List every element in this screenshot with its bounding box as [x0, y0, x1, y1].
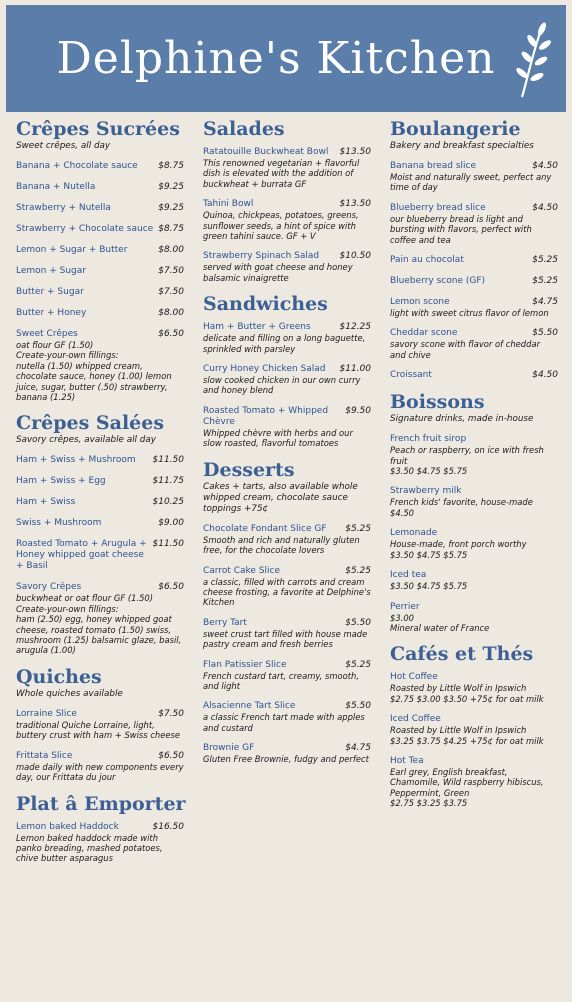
menu-item	[16, 266, 184, 277]
section-title: Salades	[203, 118, 285, 140]
menu-item	[16, 822, 184, 864]
section-title: Desserts	[203, 458, 295, 481]
item-name: Perrier	[390, 601, 420, 612]
item-description: French custard tart, creamy, smooth, and light	[203, 670, 360, 691]
section-title: Plat â Emporter	[16, 792, 186, 815]
item-price: $5.50	[532, 328, 558, 339]
menu-item	[16, 455, 184, 466]
item-name: Butter + Sugar	[16, 287, 84, 297]
menu-item	[16, 308, 184, 319]
item-description: Moist and naturally sweet, perfect any time of day	[390, 172, 552, 193]
item-description: $3.50 $4.75 $5.75	[390, 581, 468, 592]
menu-item-row	[16, 476, 184, 487]
item-price: $9.00	[158, 518, 184, 529]
menu-item-row	[390, 570, 558, 581]
item-price: $5.25	[532, 276, 558, 287]
item-description: sweet crust tart filled with house made pastry cream and fresh berries	[203, 628, 368, 650]
item-price: $10.50	[339, 251, 371, 262]
item-name: Strawberry + Chocolate sauce	[16, 224, 154, 234]
item-price: $9.50	[345, 405, 371, 416]
menu-item	[203, 147, 371, 189]
item-name: Iced Coffee	[390, 714, 441, 725]
menu-item	[203, 566, 371, 608]
menu-item	[390, 756, 558, 809]
menu-item	[390, 297, 558, 318]
item-name: Alsacienne Tart Slice	[203, 701, 296, 712]
menu-item-row	[16, 287, 184, 298]
section-title: Crêpes Salées	[16, 412, 165, 435]
menu-item	[390, 276, 558, 287]
menu-item	[390, 161, 558, 193]
section-title: Sandwiches	[203, 293, 328, 316]
item-description: our blueberry bread is light and bursting with flavors, perfect with coffee and tea	[390, 213, 532, 245]
item-description: served with goat cheese and honey balsamic vinaigrette	[203, 262, 353, 283]
item-name: Strawberry + Nutella	[16, 203, 111, 213]
item-description: House-made, front porch worthy $3.50 $4.75 $5.75	[390, 539, 527, 560]
menu-item	[16, 245, 184, 256]
menu-item-row	[16, 161, 184, 172]
item-description: Peach or raspberry, on ice with fresh fruit $3.50 $4.75 $5.75	[390, 445, 544, 477]
menu-item-row	[16, 455, 184, 466]
item-name: Lemonade	[390, 528, 438, 539]
item-description: slow cooked chicken in our own curry and honey blend	[203, 375, 361, 396]
section-subtitle: Bakery and breakfast specialties	[390, 141, 534, 151]
item-name: Tahini Bowl	[203, 199, 254, 210]
item-description: light with sweet citrus flavor of lemon	[390, 308, 549, 319]
item-name: Ham + Butter + Greens	[203, 322, 311, 333]
item-price: $7.50	[158, 708, 184, 719]
item-name: Ham + Swiss + Egg	[16, 476, 106, 487]
item-price: $6.50	[158, 750, 184, 761]
menu-item	[16, 476, 184, 487]
item-price: $11.50	[152, 455, 184, 466]
menu-item-row	[390, 756, 558, 767]
item-name: Flan Patissier Slice	[203, 659, 287, 670]
menu-section	[390, 391, 558, 633]
item-price: $11.00	[339, 364, 371, 375]
item-name: Savory Crêpes	[16, 582, 82, 593]
item-description: made daily with new components every day, our Frittata du jour	[16, 761, 184, 783]
menu-item-row	[203, 147, 371, 158]
menu-item-row	[390, 297, 558, 308]
menu-item-row	[16, 308, 184, 319]
menu-item-row	[16, 266, 184, 277]
menu-item	[16, 329, 184, 402]
item-name: Lorraine Slice	[16, 708, 77, 719]
item-name: Roasted Tomato + Whipped Chèvre	[203, 405, 329, 427]
menu-item-row	[203, 406, 371, 428]
menu-item	[16, 203, 184, 214]
item-price: $9.25	[158, 203, 184, 213]
menu-item	[203, 743, 371, 764]
item-description: Lemon baked haddock made with panko breading, mashed potatoes, chive butter asparagus	[16, 832, 163, 864]
menu-item	[16, 182, 184, 193]
item-name: Banana + Nutella	[16, 182, 96, 192]
item-name: Ham + Swiss + Mushroom	[16, 455, 136, 466]
menu-item	[390, 570, 558, 591]
menu-item	[16, 224, 184, 235]
item-price: $4.50	[532, 202, 558, 213]
menu-item-row	[203, 566, 371, 577]
menu-item-row	[16, 245, 184, 256]
menu-item-row	[203, 618, 371, 629]
menu-item-row	[390, 255, 558, 266]
item-description: Gluten Free Brownie, fudgy and perfect	[203, 754, 369, 765]
item-name: Curry Honey Chicken Salad	[203, 364, 326, 375]
item-name: Banana bread slice	[390, 161, 477, 171]
item-description: Roasted by Little Wolf in Ipswich $2.75 $3.00 $3.50 +75¢ for oat milk	[390, 683, 544, 704]
section-subtitle: Whole quiches available	[16, 688, 123, 699]
item-name: Croissant	[390, 370, 432, 381]
menu-item	[16, 751, 184, 783]
menu-item-row	[16, 182, 184, 193]
header-banner	[6, 5, 566, 112]
item-price: $9.25	[158, 182, 184, 192]
menu-item-row	[16, 709, 184, 720]
menu-section	[203, 293, 371, 448]
menu-section	[16, 666, 184, 783]
menu-item-row	[390, 370, 558, 381]
menu-item-row	[16, 224, 184, 235]
item-price: $12.25	[339, 322, 371, 333]
menu-column-middle	[203, 118, 371, 775]
item-name: Frittata Slice	[16, 750, 73, 761]
item-name: French fruit sirop	[390, 434, 467, 445]
item-price: $4.50	[532, 161, 558, 171]
item-name: Ratatouille Buckwheat Bowl	[203, 147, 329, 157]
menu-item	[390, 203, 558, 245]
item-price: $6.50	[158, 329, 184, 339]
item-description: French kids' favorite, house-made $4.50	[390, 497, 533, 518]
menu-item	[16, 287, 184, 298]
item-price: $7.50	[158, 266, 184, 276]
menu-item-row	[16, 539, 184, 572]
restaurant-title: Delphine's Kitchen	[56, 33, 496, 84]
item-description: delicate and filling on a long baguette, sprinkled with parsley	[203, 333, 366, 354]
item-name: Strawberry milk	[390, 486, 462, 497]
item-name: Pain au chocolat	[390, 255, 464, 266]
menu-item-row	[390, 672, 558, 683]
menu-item	[390, 528, 558, 560]
item-price: $5.25	[532, 255, 558, 266]
item-price: $5.25	[345, 659, 371, 670]
item-name: Swiss + Mushroom	[16, 518, 102, 529]
menu-item	[16, 539, 184, 572]
menu-column-left	[16, 118, 184, 874]
section-subtitle: Savory crêpes, available all day	[16, 435, 156, 446]
item-price: $11.75	[152, 476, 184, 487]
item-price: $16.50	[152, 821, 184, 832]
menu-item-row	[203, 743, 371, 754]
item-description: Roasted by Little Wolf in Ipswich $3.25 $3.75 $4.25 +75¢ for oat milk	[390, 725, 544, 746]
section-subtitle: Cakes + tarts, also available whole whipped cream, chocolate sauce toppings +75¢	[203, 481, 358, 514]
item-description: $3.00 Mineral water of France	[390, 612, 490, 633]
menu-item-row	[16, 497, 184, 508]
item-name: Ham + Swiss	[16, 497, 76, 508]
menu-item	[16, 518, 184, 529]
item-price: $5.25	[345, 565, 371, 576]
menu-section	[16, 412, 184, 655]
menu-section	[390, 118, 558, 381]
menu-item	[390, 434, 558, 476]
item-price: $8.00	[158, 245, 184, 255]
menu-item-row	[203, 322, 371, 333]
menu-item	[390, 255, 558, 266]
item-description: savory scone with flavor of cheddar and chive	[390, 339, 541, 360]
item-name: Lemon baked Haddock	[16, 821, 119, 832]
section-title: Crêpes Sucrées	[16, 118, 180, 140]
item-name: Hot Coffee	[390, 672, 438, 683]
menu-item	[203, 322, 371, 354]
menu-item-row	[203, 701, 371, 712]
menu-item	[390, 486, 558, 518]
item-price: $5.25	[345, 523, 371, 534]
item-price: $5.50	[345, 701, 371, 712]
item-price: $4.75	[532, 297, 558, 308]
item-description: This renowned vegetarian + flavorful dish is elevated with the addition of buckwheat + burrata GF	[203, 158, 360, 189]
menu-item-row	[390, 328, 558, 339]
menu-item-row	[203, 364, 371, 375]
menu-item	[203, 701, 371, 733]
menu-item	[390, 672, 558, 704]
item-description: Whipped chèvre with herbs and our slow roasted, flavorful tomatoes	[203, 427, 353, 449]
item-price: $5.50	[345, 617, 371, 628]
menu-item	[203, 406, 371, 449]
menu-item-row	[16, 822, 184, 833]
item-name: Strawberry Spinach Salad	[203, 251, 320, 262]
menu-item-row	[16, 518, 184, 529]
section-subtitle: Signature drinks, made in-house	[390, 414, 534, 425]
item-description: buckwheat or oat flour GF (1.50) Create-your-own fillings: ham (2.50) egg, honey whipped goat cheese, roasted tomato (1.50) swiss, mushroom (1.25) balsamic glaze, basil, arugula (1.00)	[16, 593, 182, 656]
item-price: $6.50	[158, 582, 184, 593]
section-title: Boulangerie	[390, 118, 521, 140]
menu-column-right	[390, 118, 558, 819]
menu-section	[390, 643, 558, 808]
item-description: a classic French tart made with apples and custard	[203, 712, 365, 733]
menu-item-row	[390, 276, 558, 287]
menu-item	[203, 660, 371, 692]
item-name: Brownie GF	[203, 743, 255, 754]
item-name: Lemon + Sugar + Butter	[16, 245, 128, 255]
menu-section	[16, 793, 184, 864]
item-price: $10.25	[152, 497, 184, 508]
item-price: $7.50	[158, 287, 184, 297]
menu-item	[390, 602, 558, 634]
menu-item	[390, 328, 558, 360]
item-name: Chocolate Fondant Slice GF	[203, 523, 327, 534]
menu-item	[390, 714, 558, 746]
item-name: Blueberry bread slice	[390, 202, 486, 213]
item-price: $11.50	[152, 539, 184, 550]
item-name: Blueberry scone (GF)	[390, 276, 486, 287]
menu-item	[203, 364, 371, 396]
item-description: a classic, filled with carrots and cream cheese frosting, a favorite at Delphine's Kitchen	[203, 576, 371, 608]
menu-item	[16, 582, 184, 655]
item-price: $13.50	[339, 199, 371, 210]
item-price: $4.50	[532, 370, 558, 381]
item-description: Smooth and rich and naturally gluten free, for the chocolate lovers	[203, 534, 360, 556]
section-subtitle: Sweet crêpes, all day	[16, 141, 111, 151]
menu-item	[203, 199, 371, 241]
menu-item-row	[390, 486, 558, 497]
item-name: Banana + Chocolate sauce	[16, 161, 138, 171]
menu-section	[16, 118, 184, 402]
item-name: Berry Tart	[203, 617, 247, 628]
menu-item	[390, 370, 558, 381]
menu-item-row	[203, 251, 371, 262]
item-description: traditional Quiche Lorraine, light, buttery crust with ham + Swiss cheese	[16, 719, 181, 741]
menu-item-row	[16, 329, 184, 340]
menu-item-row	[390, 203, 558, 214]
menu-item-row	[16, 582, 184, 593]
item-description: Quinoa, chickpeas, potatoes, greens, sunflower seeds, a hint of spice with green tahini sauce. GF + V	[203, 210, 359, 242]
item-price: $8.75	[158, 161, 184, 171]
menu-item	[16, 161, 184, 172]
item-name: Roasted Tomato + Arugula + Honey whipped goat cheese + Basil	[16, 539, 147, 572]
menu-item-row	[203, 660, 371, 671]
olive-sprig-icon	[512, 21, 552, 99]
menu-item-row	[390, 434, 558, 445]
menu-item-row	[390, 714, 558, 725]
item-name: Lemon + Sugar	[16, 266, 86, 276]
menu-item	[203, 618, 371, 650]
menu-item-row	[16, 203, 184, 214]
item-description: oat flour GF (1.50) Create-your-own fillings: nutella (1.50) whipped cream, chocolate sauce, honey (1.00) lemon juice, sugar, butter (.50) strawberry, banana (1.25)	[16, 340, 172, 403]
item-price: $13.50	[339, 147, 371, 157]
section-title: Boissons	[390, 391, 485, 414]
item-name: Iced tea	[390, 570, 427, 581]
item-description: Earl grey, English breakfast, Chamomile, Wild raspberry hibiscus, Peppermint, Green $2.75 $3.25 $3.75	[390, 766, 544, 809]
item-price: $8.75	[158, 224, 184, 234]
menu-item-row	[390, 161, 558, 172]
menu-item-row	[203, 524, 371, 535]
menu-item	[203, 251, 371, 283]
item-name: Hot Tea	[390, 755, 424, 766]
item-name: Butter + Honey	[16, 308, 87, 318]
menu-item-row	[390, 602, 558, 613]
menu-section	[203, 118, 371, 283]
menu-item-row	[390, 528, 558, 539]
item-price: $8.00	[158, 308, 184, 318]
section-title: Quiches	[16, 665, 102, 688]
menu-item-row	[203, 199, 371, 210]
item-name: Cheddar scone	[390, 328, 458, 339]
item-price: $4.75	[345, 743, 371, 754]
item-name: Sweet Crêpes	[16, 329, 78, 339]
section-title: Cafés et Thés	[390, 643, 534, 666]
item-name: Lemon scone	[390, 297, 450, 308]
item-name: Carrot Cake Slice	[203, 565, 281, 576]
menu-item	[16, 709, 184, 741]
menu-item	[16, 497, 184, 508]
menu-item	[203, 524, 371, 556]
menu-item-row	[16, 751, 184, 762]
menu-section	[203, 459, 371, 765]
